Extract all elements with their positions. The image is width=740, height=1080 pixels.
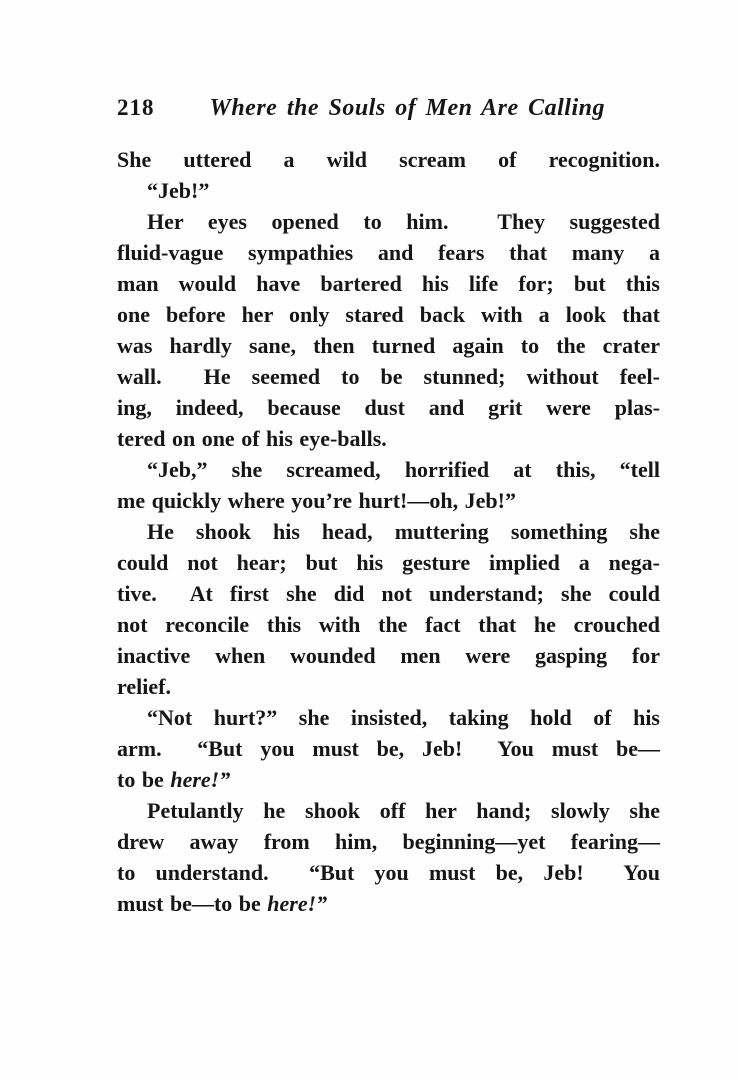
text-segment: me quickly where you’re hurt!—oh, Jeb!” [117,488,516,513]
page-number: 218 [117,95,155,120]
text-segment: ing, indeed, because dust and grit were plas- [117,395,660,420]
text-segment: to understand. “But you must be, Jeb! You [117,860,660,885]
text-segment: He shook his head, muttering something she [147,519,660,544]
text-segment: tered on one of his eye-balls. [117,426,387,451]
text-line [117,237,660,268]
text-segment: tive. At first she did not understand; she could [117,581,660,606]
text-line [117,733,660,764]
text-segment: wall. He seemed to be stunned; without feel- [117,364,660,389]
text-segment: one before her only stared back with a look that [117,302,660,327]
text-line [117,144,660,175]
text-line [117,175,660,206]
text-line [117,702,660,733]
emphasized-text: here!” [267,891,328,916]
text-line [117,268,660,299]
text-line [117,764,660,795]
text-line [117,888,660,919]
running-title: Where the Souls of Men Are Calling [209,95,605,121]
text-segment: to be [117,767,171,792]
text-segment: fluid-vague sympathies and fears that many a [117,240,660,265]
text-segment: not reconcile this with the fact that he crouched [117,612,660,637]
text-line [117,578,660,609]
text-line [117,454,660,485]
text-segment: Her eyes opened to him. They suggested [147,209,660,234]
body-text [117,144,660,919]
text-line [117,206,660,237]
text-line [117,516,660,547]
text-segment: drew away from him, beginning—yet fearing— [117,829,660,854]
text-segment: “Not hurt?” she insisted, taking hold of his [147,705,660,730]
text-segment: She uttered a wild scream of recognition. [117,147,660,172]
text-segment: inactive when wounded men were gasping for [117,643,660,668]
text-line [117,330,660,361]
text-segment: was hardly sane, then turned again to the crater [117,333,660,358]
text-line [117,857,660,888]
text-segment: could not hear; but his gesture implied a nega- [117,550,660,575]
text-line [117,609,660,640]
text-line [117,547,660,578]
text-line [117,392,660,423]
text-line [117,826,660,857]
text-segment: Petulantly he shook off her hand; slowly she [147,798,660,823]
text-line [117,640,660,671]
text-segment: arm. “But you must be, Jeb! You must be— [117,736,660,761]
text-segment: “Jeb,” she screamed, horrified at this, “tell [147,457,660,482]
text-segment: “Jeb!” [147,178,210,203]
text-segment: man would have bartered his life for; but this [117,271,660,296]
running-head [117,95,660,121]
emphasized-text: here!” [170,767,231,792]
text-line [117,361,660,392]
text-line [117,423,660,454]
text-segment: relief. [117,674,171,699]
text-segment: must be—to be [117,891,268,916]
text-line [117,485,660,516]
text-line [117,299,660,330]
text-line [117,795,660,826]
text-line [117,671,660,702]
